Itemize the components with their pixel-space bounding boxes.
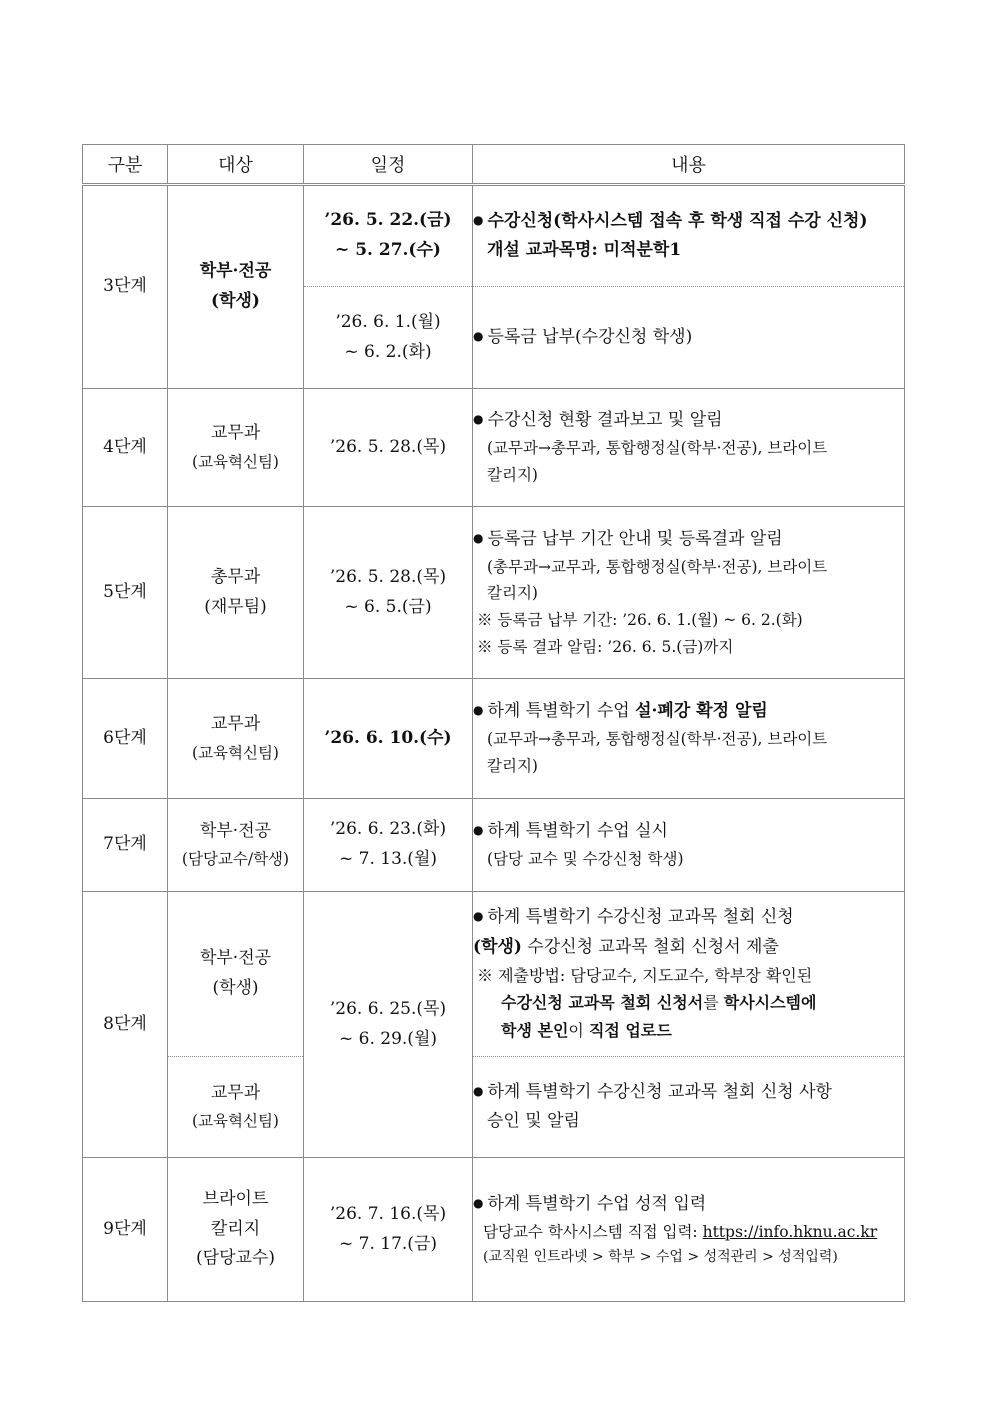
date-line: ~ 7. 17.(금) (339, 1233, 437, 1254)
stage7-row (83, 799, 905, 892)
target-line: (학생) (212, 978, 259, 998)
content-title (473, 817, 904, 846)
note-bold: 학사시스템에 (723, 993, 817, 1013)
stage8-target-a (168, 892, 304, 1057)
stage8-target-b (168, 1057, 304, 1158)
bullet-icon: ● (473, 703, 484, 718)
date-line: ’26. 6. 1.(월) (335, 311, 441, 332)
system-url-link[interactable]: https://info.hknu.ac.kr (702, 1222, 878, 1241)
date-line: ’26. 5. 28.(목) (329, 566, 447, 587)
content-sub: (담당 교수 및 수강신청 학생) (487, 850, 684, 869)
bullet-icon: ● (473, 212, 484, 227)
stage3-content-b (473, 287, 905, 389)
content-sub: (교무과→총무과, 통합행정실(학부·전공), 브라이트 (487, 439, 828, 458)
target-line: 학부·전공 (199, 948, 272, 969)
bullet-icon: ● (473, 823, 484, 838)
stage4-target (168, 389, 304, 507)
stage8-row-a (83, 892, 905, 1057)
content-sub: 승인 및 알림 (487, 1111, 580, 1131)
header-schedule: 일정 (304, 145, 473, 185)
content-path: (교직원 인트라넷 > 학부 > 수업 > 성적관리 > 성적입력) (483, 1249, 838, 1266)
stage3-label: 3단계 (83, 185, 168, 389)
stage5-content (473, 507, 905, 679)
stage5-target (168, 507, 304, 679)
stage3-row-a (83, 185, 905, 287)
note-text: 이 (568, 1020, 589, 1040)
header-target: 대상 (168, 145, 304, 185)
target-line: 교무과 (210, 1082, 261, 1103)
date-line: ’26. 5. 22.(금) (324, 210, 452, 231)
stage8-date (304, 892, 473, 1158)
stage7-date (304, 799, 473, 892)
content-note: ※ 등록금 납부 기간: ’26. 6. 1.(월) ~ 6. 2.(화) (477, 611, 803, 630)
stage9-content (473, 1158, 905, 1302)
schedule-table (82, 144, 905, 1302)
target-line: (담당교수/학생) (181, 850, 290, 869)
target-line: (재무팀) (204, 596, 267, 617)
content-note: ※ 제출방법: 담당교수, 지도교수, 학부장 확인된 (477, 965, 813, 985)
target-line: 총무과 (210, 566, 261, 587)
stage9-target (168, 1158, 304, 1302)
date-line: ~ 6. 5.(금) (344, 596, 432, 617)
stage8-label: 8단계 (83, 892, 168, 1158)
stage4-content (473, 389, 905, 507)
content-title (473, 525, 904, 554)
content-title (473, 903, 904, 932)
stage6-row (83, 679, 905, 799)
content-sub: (교무과→총무과, 통합행정실(학부·전공), 브라이트 (487, 730, 828, 749)
date-line: ’26. 6. 25.(목) (329, 998, 447, 1019)
stage6-target (168, 679, 304, 799)
stage6-content (473, 679, 905, 799)
stage7-label: 7단계 (83, 799, 168, 892)
content-title-text: 등록금 납부 기간 안내 및 등록결과 알림 (487, 528, 783, 549)
bullet-icon: ● (473, 1083, 484, 1098)
stage5-row (83, 507, 905, 679)
date-line: ~ 6. 2.(화) (344, 341, 432, 362)
content-note (473, 1017, 904, 1045)
content-title-text: 등록금 납부(수강신청 학생) (487, 326, 693, 347)
bullet-icon: ● (473, 412, 484, 427)
stage6-date: ’26. 6. 10.(수) (304, 679, 473, 799)
content-sub (473, 1219, 904, 1246)
target-line: 교무과 (210, 423, 261, 444)
stage3-target (168, 185, 304, 389)
stage9-date (304, 1158, 473, 1302)
content-line2 (473, 933, 904, 962)
stage3-date-a (304, 185, 473, 287)
content-line2-text: 수강신청 교과목 철회 신청서 제출 (521, 936, 779, 957)
content-title (473, 697, 904, 726)
target-line: 학부·전공 (199, 820, 272, 841)
stage5-label: 5단계 (83, 507, 168, 679)
target-line: (교육혁신팀) (192, 1112, 279, 1131)
target-line: (학생) (211, 291, 260, 311)
stage9-row (83, 1158, 905, 1302)
stage8-row-b (83, 1057, 905, 1158)
target-line: 교무과 (210, 714, 261, 735)
content-sub: (총무과→교무과, 통합행정실(학부·전공), 브라이트 (487, 557, 828, 576)
content-sub-text: 담당교수 학사시스템 직접 입력: (483, 1222, 703, 1241)
content-title (473, 1190, 904, 1219)
date-line: ~ 7. 13.(월) (339, 849, 437, 869)
content-sub: 칼리지) (487, 466, 538, 485)
stage4-row (83, 389, 905, 507)
content-title-text: 하계 특별학기 수업 성적 입력 (487, 1193, 707, 1214)
content-title-bold: 설·폐강 확정 알림 (635, 701, 768, 722)
content-title (473, 1078, 904, 1107)
stage9-label: 9단계 (83, 1158, 168, 1302)
target-line: (담당교수) (196, 1248, 275, 1269)
content-title-text: 수강신청(학사시스템 접속 후 학생 직접 수강 신청) (487, 210, 868, 231)
stage8-content-a (473, 892, 905, 1057)
bullet-icon: ● (473, 530, 484, 545)
content-sub: 칼리지) (487, 584, 538, 603)
bullet-icon: ● (473, 909, 484, 924)
stage3-date-b (304, 287, 473, 389)
target-line: 칼리지 (210, 1218, 261, 1239)
date-line: ~ 6. 29.(월) (339, 1028, 437, 1049)
content-note: ※ 등록 결과 알림: ’26. 6. 5.(금)까지 (477, 637, 734, 656)
note-bold: 학생 본인 (501, 1020, 569, 1040)
stage8-content-b (473, 1057, 905, 1158)
stage4-label: 4단계 (83, 389, 168, 507)
date-line: ~ 5. 27.(수) (335, 240, 441, 260)
header-row (83, 145, 905, 185)
stage7-content (473, 799, 905, 892)
stage6-label: 6단계 (83, 679, 168, 799)
date-line: ’26. 6. 23.(화) (329, 819, 447, 840)
content-title (473, 406, 904, 435)
content-title-text: 하계 특별학기 수업 실시 (487, 821, 668, 842)
content-note (473, 989, 904, 1017)
content-line2-bold: (학생) (473, 936, 522, 957)
content-title-text: 하계 특별학기 수업 (487, 701, 636, 722)
stage5-date (304, 507, 473, 679)
content-title-text: 하계 특별학기 수강신청 교과목 철회 신청 (487, 907, 794, 928)
content-title-text: 하계 특별학기 수강신청 교과목 철회 신청 사항 (487, 1081, 832, 1102)
content-title (473, 207, 904, 236)
target-line: 학부·전공 (199, 261, 272, 282)
note-bold: 직접 업로드 (588, 1020, 672, 1040)
target-line: (교육혁신팀) (192, 452, 279, 471)
note-text: 를 (703, 993, 724, 1013)
target-line: (교육혁신팀) (192, 743, 279, 762)
stage3-content-a (473, 185, 905, 287)
target-line: 브라이트 (202, 1188, 269, 1209)
content-title (473, 323, 904, 352)
header-content: 내용 (473, 145, 905, 185)
content-sub: 칼리지) (487, 757, 538, 776)
stage4-date: ’26. 5. 28.(목) (304, 389, 473, 507)
date-line: ’26. 7. 16.(목) (329, 1203, 447, 1224)
content-sub: 개설 교과목명: 미적분학1 (487, 240, 682, 260)
bullet-icon: ● (473, 1195, 484, 1210)
stage7-target (168, 799, 304, 892)
header-stage: 구분 (83, 145, 168, 185)
note-bold: 수강신청 교과목 철회 신청서 (501, 993, 704, 1013)
bullet-icon: ● (473, 328, 484, 343)
content-title-text: 수강신청 현황 결과보고 및 알림 (487, 410, 723, 431)
